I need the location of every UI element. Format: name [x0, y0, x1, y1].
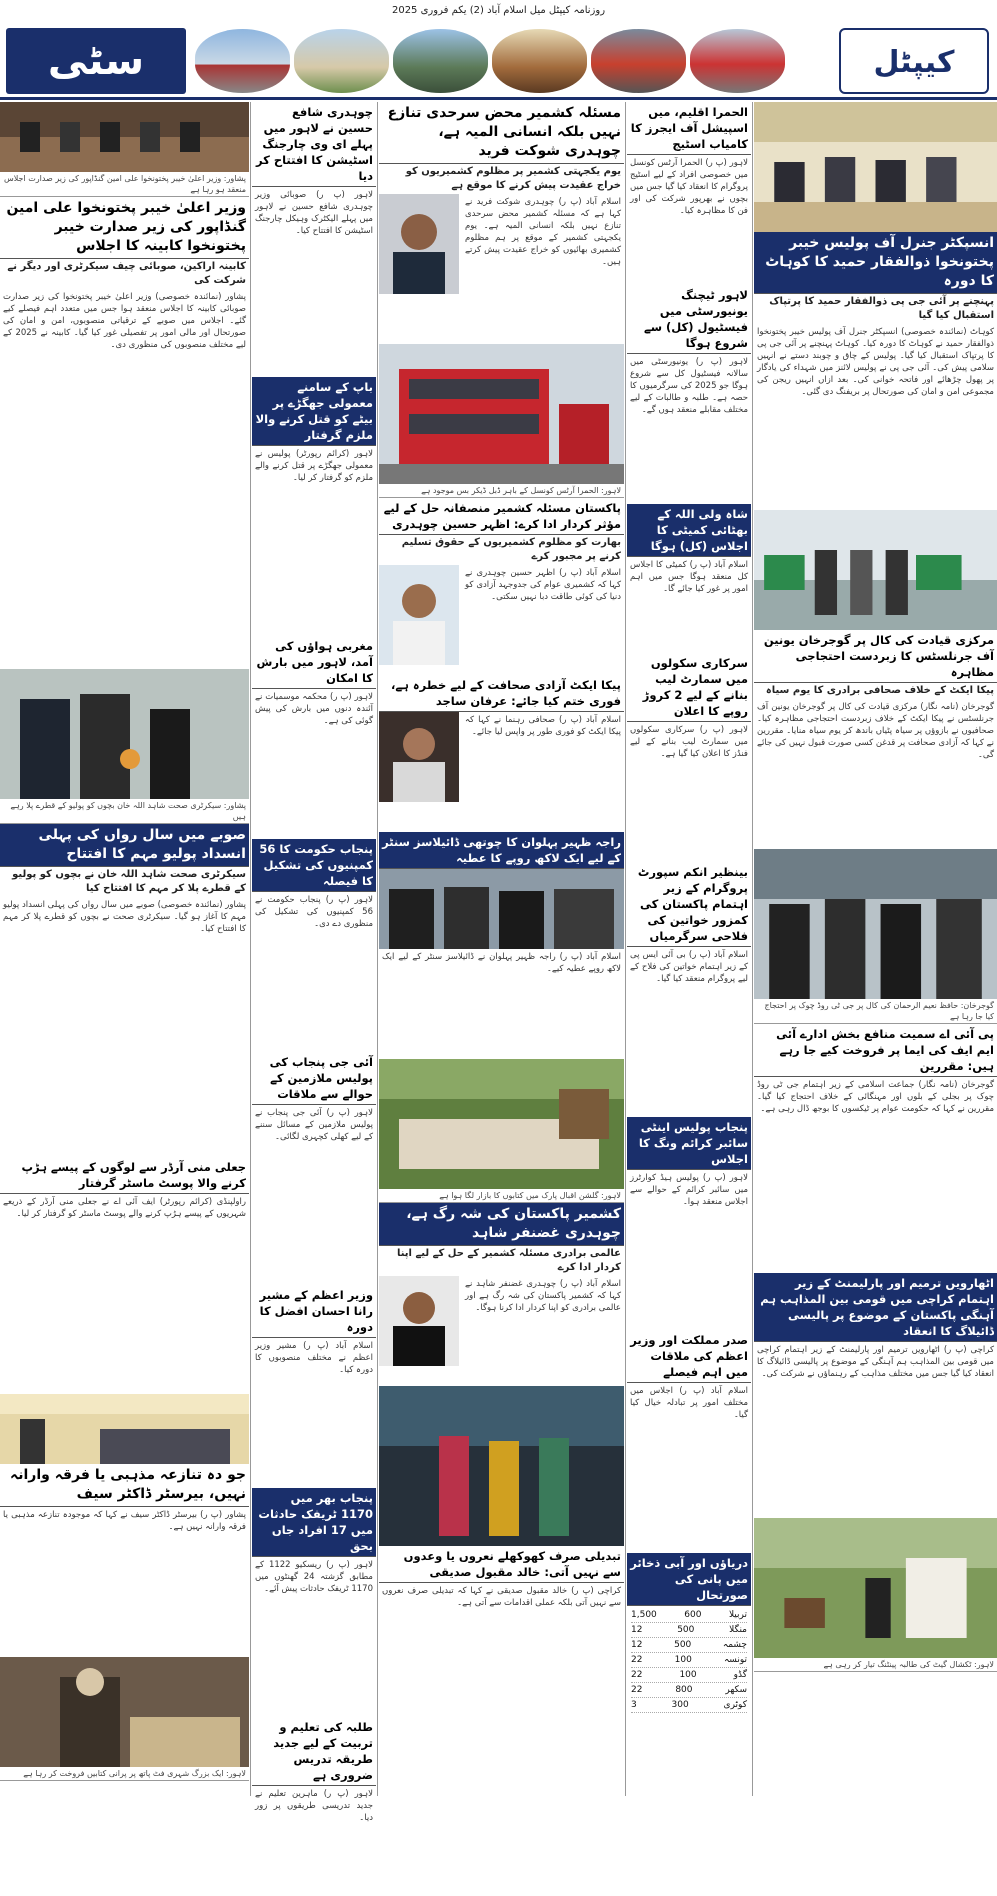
- headline: دریاؤں اور آبی ذخائر میں پانی کی صورتحال: [627, 1553, 751, 1606]
- rates-cell: 100: [674, 1655, 692, 1665]
- photo-caption: پشاور: سیکرٹری صحت شاہد اللہ خان بچوں کو پولیو کے قطرے پلا رہے ہیں: [0, 799, 249, 824]
- article-body: گوجرخان (نامہ نگار) جماعت اسلامی کے زیر اہتمام جی ٹی روڈ چوک پر بجلی کے بلوں اور مہنگائی کے خلاف احتجاج کیا گیا۔ مقررین نے کہا کہ حکومت عوام پر ٹیکسوں کا بوجھ ڈال رہی ہے۔: [757, 1080, 994, 1114]
- group-photo: [379, 869, 624, 949]
- header-photo: [591, 29, 686, 93]
- section-title: سٹی: [6, 28, 186, 94]
- rates-row: [631, 1653, 747, 1668]
- column-4: [252, 102, 376, 1823]
- article-body: گوجرخان (نامہ نگار) مرکزی قیادت کی کال پر گوجرخان یونین آف جرنلسٹس نے پیکا ایکٹ کے خلاف زبردست احتجاجی مظاہرہ کیا۔ صحافیوں نے بازوؤں پر سیاہ پٹیاں باندھ کر یوم سیاہ منایا۔ مقررین نے کہا کہ آزادی صحافت پر قدغن کسی صورت قبول نہیں کی جائے گی۔: [757, 702, 994, 760]
- portrait-photo: [379, 712, 459, 802]
- cabinet-photo: [0, 102, 249, 172]
- headline: پنجاب بھر میں 1170 ٹریفک حادثات میں 17 افراد جاں بحق: [252, 1488, 376, 1557]
- rates-cell: 1,500: [631, 1610, 657, 1620]
- header-photo: [393, 29, 488, 93]
- rates-row: [631, 1638, 747, 1653]
- article-body: لاہور (پ ر) ماہرین تعلیم نے جدید تدریسی طریقوں پر زور دیا۔: [255, 1789, 373, 1823]
- subheadline: پیکا ایکٹ کے خلاف صحافی برادری کا یوم سیاہ: [765, 685, 994, 696]
- photo-caption: لاہور: ٹکشال گیٹ کی طالبہ پینٹنگ تیار کر رہی ہے: [754, 1658, 997, 1672]
- article-body: اسلام آباد (پ ر) صحافی رہنما نے کہا کہ پیکا ایکٹ کو فوری طور پر واپس لیا جائے۔: [465, 715, 621, 737]
- header-photo: [492, 29, 587, 93]
- headline: پیکا ایکٹ آزادی صحافت کے لیے خطرہ ہے، فوری ختم کیا جائے: عرفان ساجد: [379, 675, 624, 712]
- rates-cell: 22: [631, 1670, 643, 1680]
- headline: پی آئی اے سمیت منافع بخش ادارے آئی ایم ایف کی ایما پر فروخت کیے جا رہے ہیں: مقررین: [754, 1024, 997, 1077]
- article-body: لاہور (پ ر) ریسکیو 1122 کے مطابق گزشتہ 24 گھنٹوں میں 1170 ٹریفک حادثات پیش آئے۔: [255, 1560, 374, 1594]
- rates-row: [631, 1668, 747, 1683]
- article-body: لاہور (پ ر) الحمرا آرٹس کونسل میں خصوصی افراد کے لیے اسٹیج پروگرام کا انعقاد کیا گیا جس میں بچوں نے بھرپور شرکت کی اور فن کا مظاہرہ کیا۔: [630, 158, 748, 216]
- rates-cell: 3: [631, 1700, 637, 1710]
- header-photo: [195, 29, 290, 93]
- article-body: لاہور (پ ر) آئی جی پنجاب نے پولیس ملازمین کے مسائل سننے کے لیے کھلی کچہری لگائی۔: [255, 1108, 373, 1142]
- bus-photo: [379, 344, 624, 484]
- headline: اٹھارویں ترمیم اور پارلیمنٹ کے زیر اہتمام کراچی میں قومی بین المذاہب ہم آہنگی پاکستان کے موضوع پر پالیسی ڈائیلاگ کا انعقاد: [754, 1273, 997, 1342]
- rates-cell: 100: [679, 1670, 697, 1680]
- photo-caption: لاہور: ایک بزرگ شہری فٹ پاتھ پر پرانی کتابیں فروخت کر رہا ہے: [0, 1767, 249, 1781]
- rates-row: [631, 1623, 747, 1638]
- cultural-event-photo: [379, 1386, 624, 1546]
- article-body: اسلام آباد (پ ر) راجہ ظہیر پہلوان نے ڈائیلاسز سنٹر کے لیے ایک لاکھ روپے عطیہ کیے۔: [382, 952, 621, 974]
- headline: آئی جی پنجاب کی پولیس ملازمین کے حوالے سے ملاقات: [252, 1052, 376, 1105]
- seminar-photo: [0, 1394, 249, 1464]
- article-body: لاہور (پ ر) صوبائی وزیر چوہدری شافع حسین نے لاہور میں پہلے الیکٹرک وہیکل چارجنگ اسٹیشن کا افتتاح کیا۔: [255, 190, 373, 236]
- headline: بینظیر انکم سپورٹ پروگرام کے زیر اہتمام پاکستان کی کمزور خواتین کی فلاحی سرگرمیاں: [627, 862, 751, 947]
- headline: جعلی منی آرڈر سے لوگوں کے پیسے ہڑپ کرنے والا پوسٹ ماسٹر گرفتار: [0, 1157, 249, 1194]
- column-3: [379, 102, 624, 1796]
- article-body: لاہور (پ ر) پولیس ہیڈ کوارٹرز میں سائبر کرائم کے حوالے سے اجلاس منعقد ہوا۔: [630, 1173, 748, 1207]
- protest-photo: [754, 510, 997, 630]
- paper-logo: کیپٹل: [839, 28, 989, 94]
- subheadline: کابینہ اراکین، صوبائی چیف سیکرٹری اور دیگر نے شرکت کی: [7, 261, 246, 286]
- headline: مسئلہ کشمیر محض سرحدی تنازع نہیں بلکہ انسانی المیہ ہے، چوہدری شوکت فرید: [379, 102, 624, 164]
- headline: پنجاب پولیس اینٹی سائبر کرائم ونگ کا اجلاس: [627, 1117, 751, 1170]
- column-2: [627, 102, 751, 1796]
- subheadline: پہنچنے پر آئی جی پی ذوالفقار حمید کا پرتپاک استقبال کیا گیا: [769, 296, 994, 321]
- rates-cell: 500: [674, 1640, 692, 1650]
- rates-cell: تربیلا: [728, 1610, 747, 1620]
- subheadline: عالمی برادری مسئلہ کشمیر کے حل کے لیے اپنا کردار ادا کرے: [396, 1248, 621, 1273]
- rates-cell: 300: [671, 1700, 689, 1710]
- article-body: لاہور (پ ر) پنجاب حکومت نے 56 کمپنیوں کی تشکیل کی منظوری دے دی۔: [255, 895, 373, 929]
- rally-photo: [754, 849, 997, 999]
- article-body: لاہور (کرائم رپورٹر) پولیس نے معمولی جھگڑے پر قتل کرنے والے ملزم کو گرفتار کر لیا۔: [255, 449, 373, 483]
- headline: چوہدری شافع حسین نے لاہور میں پہلے ای وی چارجنگ اسٹیشن کا افتتاح کر دیا: [252, 102, 376, 187]
- date-line: روزنامہ کیپٹل میل اسلام آباد (2) یکم فروری 2025: [391, 5, 606, 16]
- headline: راجہ ظہیر پہلوان کا چوتھی ڈائیلاسز سنٹر کے لیے ایک لاکھ روپے کا عطیہ: [379, 832, 624, 869]
- article-body: پشاور (پ ر) بیرسٹر ڈاکٹر سیف نے کہا کہ موجودہ تنازعہ مذہبی یا فرقہ وارانہ نہیں ہے۔: [3, 1510, 246, 1532]
- rates-cell: منگلا: [729, 1625, 747, 1635]
- headline: الحمرا اقلیم، میں اسپیشل آف ایجرز کا کامیاب اسٹیج: [627, 102, 751, 155]
- headline: کشمیر پاکستان کی شہ رگ ہے، چوہدری غضنفر شاہد: [379, 1203, 624, 1246]
- article-body: لاہور (پ ر) سرکاری سکولوں میں سمارٹ لیب بنانے کے لیے فنڈز کا اعلان کیا گیا ہے۔: [630, 725, 748, 759]
- polio-photo: [0, 669, 249, 799]
- header-photo: [690, 29, 785, 93]
- column-1: [754, 102, 997, 1796]
- article-body: اسلام آباد (پ ر) مشیر وزیر اعظم نے مختلف منصوبوں کا دورہ کیا۔: [255, 1341, 373, 1375]
- bookseller-photo: [0, 1657, 249, 1767]
- rates-cell: 12: [631, 1625, 643, 1635]
- portrait-photo: [379, 194, 459, 294]
- article-body: لاہور (پ ر) محکمہ موسمیات نے آئندہ دنوں میں بارش کی پیش گوئی کی ہے۔: [255, 692, 373, 726]
- masthead: [0, 22, 997, 100]
- headline: صوبے میں سال رواں کی پہلی انسداد پولیو مہم کا افتتاح: [0, 824, 249, 867]
- rates-cell: 22: [631, 1655, 643, 1665]
- rates-cell: 600: [684, 1610, 702, 1620]
- rates-cell: تونسہ: [724, 1655, 747, 1665]
- rates-row: [631, 1683, 747, 1698]
- rates-cell: 12: [631, 1640, 643, 1650]
- photo-caption: لاہور: الحمرا آرٹس کونسل کے باہر ڈبل ڈیکر بس موجود ہے: [379, 484, 624, 498]
- headline: سرکاری سکولوں میں سمارٹ لیب بنانے کے لیے 2 کروڑ روپے کا اعلان: [627, 653, 751, 722]
- headline: طلبہ کی تعلیم و تربیت کے لیے جدید طریقہ تدریس ضروری ہے: [252, 1717, 376, 1786]
- article-body: اسلام آباد (پ ر) کمیٹی کا اجلاس کل منعقد ہوگا جس میں اہم امور پر غور کیا جائے گا۔: [630, 560, 748, 594]
- rates-cell: چشمہ: [722, 1640, 747, 1650]
- header-photo: [294, 29, 389, 93]
- rates-row: [631, 1608, 747, 1623]
- rates-cell: سکھر: [725, 1685, 747, 1695]
- headline: صدر مملکت اور وزیر اعظم کی ملاقات میں اہم فیصلے: [627, 1330, 751, 1383]
- portrait-photo: [379, 1276, 459, 1366]
- headline: لاہور ٹیچنگ یونیورسٹی میں فیسٹیول (کل) سے شروع ہوگا: [627, 285, 751, 354]
- rates-cell: 22: [631, 1685, 643, 1695]
- headline: شاہ ولی اللہ کے بھٹائی کمیٹی کا اجلاس (کل) ہوگا: [627, 504, 751, 557]
- article-body: اسلام آباد (پ ر) اظہر حسین چوہدری نے کہا کہ کشمیری عوام کی جدوجہد آزادی کو دنیا کی کوئی طاقت دبا نہیں سکتی۔: [465, 568, 621, 602]
- photo-caption: گوجرخان: حافظ نعیم الرحمان کی کال پر جی ٹی روڈ چوک پر احتجاج کیا جا رہا ہے: [754, 999, 997, 1024]
- rates-row: [631, 1698, 747, 1713]
- headline: مغربی ہواؤں کی آمد، لاہور میں بارش کا امکان: [252, 636, 376, 689]
- article-body: اسلام آباد (پ ر) چوہدری شوکت فرید نے کہا ہے کہ مسئلہ کشمیر محض سرحدی تنازع نہیں بلکہ انسانی المیہ ہے۔ یوم یکجہتی کشمیر کے موقع پر ہم مظلوم کشمیری بھائیوں کو خراج عقیدت پیش کرتے ہیں۔: [465, 197, 621, 267]
- subheadline: سیکرٹری صحت شاہد اللہ خان نے بچوں کو پولیو کے قطرے پلا کر مہم کا افتتاح کیا: [12, 869, 246, 894]
- article-body: اسلام آباد (پ ر) بی آئی ایس پی کے زیر اہتمام خواتین کی فلاح کے لیے پروگرام منعقد کیا گیا۔: [630, 950, 748, 984]
- headline: تبدیلی صرف کھوکھلے نعروں یا وعدوں سے نہیں آتی: خالد مقبول صدیقی: [379, 1546, 624, 1583]
- article-body: کراچی (پ ر) اٹھارویں ترمیم اور پارلیمنٹ کے زیر اہتمام کراچی میں قومی بین المذاہب ہم آہنگی کے موضوع پر پالیسی ڈائیلاگ کا انعقاد کیا گیا جس میں مختلف مذاہب کے رہنماؤں نے شرکت کی۔: [757, 1345, 994, 1379]
- rates-cell: 800: [675, 1685, 693, 1695]
- headline: انسپکٹر جنرل آف پولیس خیبر پختونخوا ذوالفقار حمید کا کوہاٹ کا دورہ: [754, 232, 997, 294]
- column-5: [0, 102, 249, 1796]
- photo-caption: لاہور: گلشن اقبال پارک میں کتابوں کا بازار لگا ہوا ہے: [379, 1189, 624, 1203]
- article-body: راولپنڈی (کرائم رپورٹر) ایف آئی اے نے جعلی منی آرڈر کے ذریعے شہریوں کے پیسے ہڑپ کرنے والے پوسٹ ماسٹر کو گرفتار کر لیا۔: [3, 1197, 246, 1219]
- article-body: اسلام آباد (پ ر) چوہدری غضنفر شاہد نے کہا کہ کشمیر پاکستان کی شہ رگ ہے اور عالمی برادری کو اپنا کردار ادا کرنا ہوگا۔: [465, 1279, 621, 1313]
- article-body: پشاور (نمائندہ خصوصی) وزیر اعلیٰ خیبر پختونخوا کی زیر صدارت صوبائی کابینہ کا اجلاس منعقد ہوا جس میں متعدد اہم فیصلے کیے گئے۔ اجلاس میں صوبے کے ترقیاتی منصوبوں، امن و امان کی صورتحال اور مالی امور پر تفصیلی غور کیا گیا۔ کابینہ نے 2025 کے لیے مختلف منصوبوں کی منظوری دی۔: [3, 292, 246, 350]
- headline: مرکزی قیادت کی کال پر گوجرخان یونین آف جرنلسٹس کا زبردست احتجاجی مظاہرہ: [754, 630, 997, 683]
- painting-photo: [754, 1518, 997, 1658]
- header-photo-strip: [195, 26, 785, 96]
- photo-caption: پشاور: وزیر اعلیٰ خیبر پختونخوا علی امین گنڈاپور کی زیر صدارت اجلاس منعقد ہو رہا ہے: [0, 172, 249, 197]
- article-body: کوہاٹ (نمائندہ خصوصی) انسپکٹر جنرل آف پولیس خیبر پختونخوا ذوالفقار حمید نے کوہاٹ کا دورہ کیا۔ کوہاٹ پہنچنے پر آئی جی پی کا پرتپاک استقبال کیا گیا۔ پولیس کے چاق و چوبند دستے نے انہیں سلامی پیش کی۔ آئی جی پی نے پولیس لائنز میں شہداء کی یادگار پر پھول چڑھائے اور فاتحہ خوانی کی۔ بعد ازاں انہیں ریجن کی مجموعی امن و امان کی صورتحال پر بریفنگ دی گئی۔: [757, 327, 994, 397]
- rates-cell: گڈو: [733, 1670, 747, 1680]
- subheadline: بھارت کو مظلوم کشمیریوں کے حقوق تسلیم کرنے پر مجبور کرے: [401, 537, 621, 562]
- rates-cell: کوٹری: [723, 1700, 747, 1710]
- headline: وزیر اعظم کے مشیر رانا احسان افضل کا دورہ: [252, 1285, 376, 1338]
- article-body: لاہور (پ ر) یونیورسٹی میں سالانہ فیسٹیول کل سے شروع ہوگا جو 2025 کی سرگرمیوں کا حصہ ہے۔ طلبہ و طالبات کے لیے مختلف مقابلے منعقد ہوں گے۔: [630, 357, 748, 415]
- book-fair-photo: [379, 1059, 624, 1189]
- water-rates-table: [627, 1606, 751, 1715]
- headline: وزیر اعلیٰ خیبر پختونخوا علی امین گنڈاپور کی زیر صدارت خیبر پختونخوا کابینہ کا اجلاس: [0, 197, 249, 259]
- article-body: اسلام آباد (پ ر) اجلاس میں مختلف امور پر تبادلہ خیال کیا گیا۔: [630, 1386, 748, 1420]
- headline: پنجاب حکومت کا 56 کمپنیوں کی تشکیل کا فیصلہ: [252, 839, 376, 892]
- article-body: کراچی (پ ر) خالد مقبول صدیقی نے کہا کہ تبدیلی صرف نعروں سے نہیں آتی بلکہ عملی اقدامات سے آتی ہے۔: [382, 1586, 621, 1608]
- article-body: پشاور (نمائندہ خصوصی) صوبے میں سال رواں کی پہلی انسداد پولیو مہم کا آغاز ہو گیا۔ سیکرٹری صحت نے بچوں کو قطرے پلا کر مہم کا افتتاح کیا۔: [3, 900, 246, 934]
- portrait-photo: [379, 565, 459, 665]
- headline: جو دہ تنازعہ مذہبی یا فرقہ وارانہ نہیں، بیرسٹر ڈاکٹر سیف: [0, 1464, 249, 1507]
- meeting-photo: [754, 102, 997, 232]
- subheadline: یوم یکجہتی کشمیر پر مظلوم کشمیریوں کو خراج عقیدت پیش کرنے کا موقع ہے: [405, 166, 621, 191]
- headline: باپ کے سامنے معمولی جھگڑے پر بیٹے کو قتل کرنے والا ملزم گرفتار: [252, 377, 376, 446]
- rates-cell: 500: [677, 1625, 695, 1635]
- headline: پاکستان مسئلہ کشمیر منصفانہ حل کے لیے مؤثر کردار ادا کرے: اظہر حسین چوہدری: [379, 498, 624, 535]
